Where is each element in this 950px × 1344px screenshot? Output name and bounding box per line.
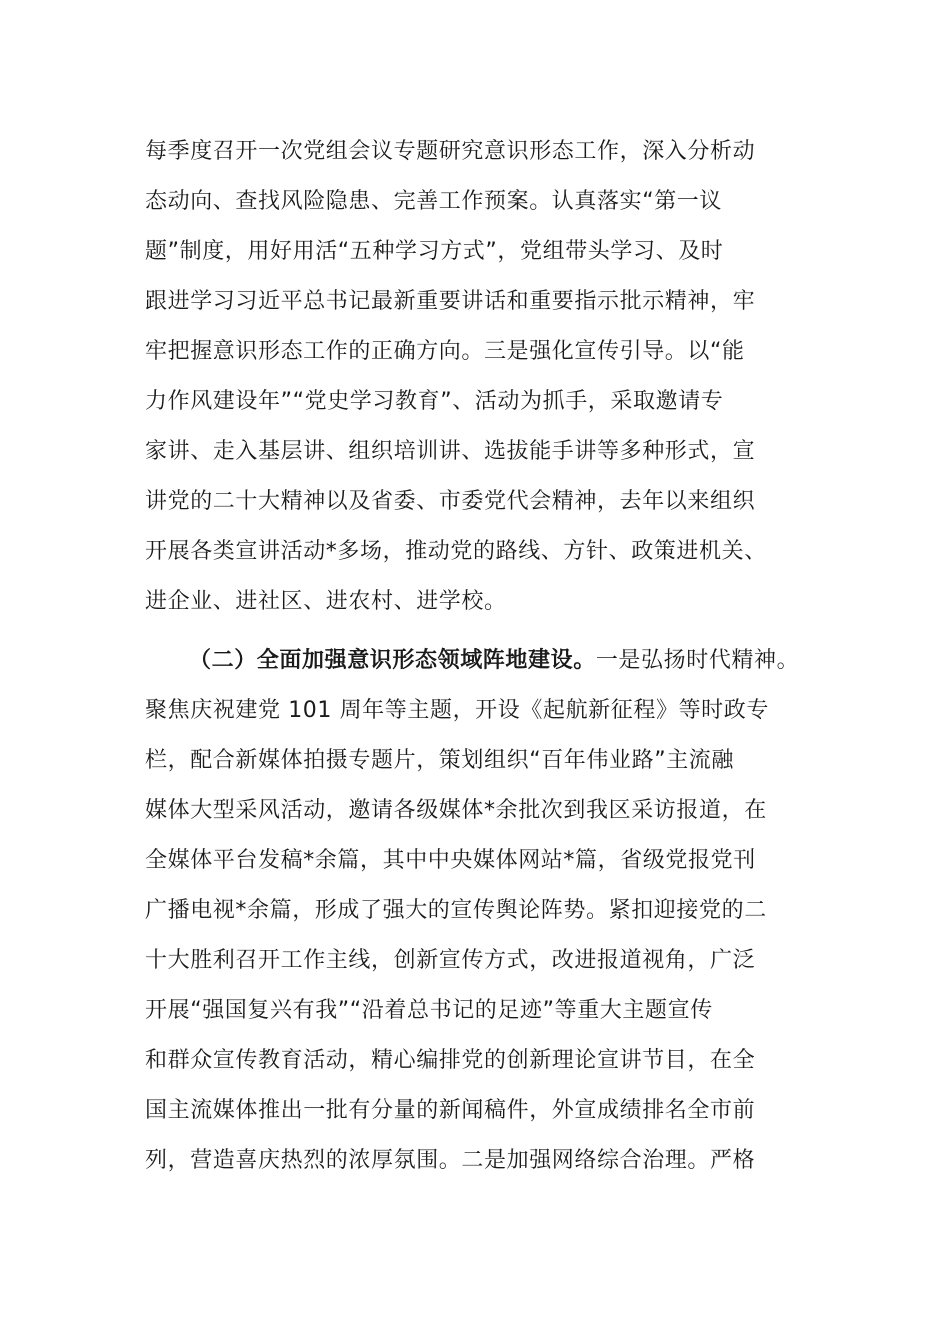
text-line: 广播电视*余篇，形成了强大的宣传舆论阵势。紧扣迎接党的二: [145, 898, 767, 923]
text-line: 聚焦庆祝建党 101 周年等主题，开设《起航新征程》等时政专: [145, 698, 769, 723]
text-line: 题”制度，用好用活“五种学习方式”，党组带头学习、及时: [145, 239, 724, 264]
text-line: 每季度召开一次党组会议专题研究意识形态工作，深入分析动: [145, 139, 756, 164]
text-line: 开展“强国复兴有我”“沿着总书记的足迹”等重大主题宣传: [145, 998, 713, 1023]
section-first-line-text: 一是弘扬时代精神。: [595, 648, 800, 673]
text-line: 全媒体平台发稿*余篇，其中中央媒体网站*篇，省级党报党刊: [145, 848, 756, 873]
text-line: 进企业、进社区、进农村、进学校。: [145, 589, 507, 614]
text-line: 国主流媒体推出一批有分量的新闻稿件，外宣成绩排名全市前: [145, 1098, 756, 1123]
text-line: 开展各类宣讲活动*多场，推动党的路线、方针、政策进机关、: [145, 539, 767, 564]
section-first-line: [145, 636, 825, 686]
text-line: 媒体大型采风活动，邀请各级媒体*余批次到我区采访报道，在: [145, 798, 767, 823]
text-line: 和群众宣传教育活动，精心编排党的创新理论宣讲节目，在全: [145, 1048, 756, 1073]
text-line: 栏，配合新媒体拍摄专题片，策划组织“百年伟业路”主流融: [145, 748, 734, 773]
text-line: 跟进学习习近平总书记最新重要讲话和重要指示批示精神，牢: [145, 289, 756, 314]
text-line: 牢把握意识形态工作的正确方向。三是强化宣传引导。以“能: [145, 339, 745, 364]
text-line: 力作风建设年”“党史学习教育”、活动为抓手，采取邀请专: [145, 389, 724, 414]
section-paragraph: [145, 636, 825, 1186]
paragraph-continued: [145, 127, 825, 627]
text-line: 列，营造喜庆热烈的浓厚氛围。二是加强网络综合治理。严格: [145, 1148, 756, 1173]
text-line: 态动向、查找风险隐患、完善工作预案。认真落实“第一议: [145, 189, 722, 214]
text-line: 讲党的二十大精神以及省委、市委党代会精神，去年以来组织: [145, 489, 756, 514]
text-line: 十大胜利召开工作主线，创新宣传方式，改进报道视角，广泛: [145, 948, 756, 973]
text-line: 家讲、走入基层讲、组织培训讲、选拔能手讲等多种形式，宣: [145, 439, 756, 464]
section-heading: （二）全面加强意识形态领域阵地建设。: [189, 648, 596, 673]
